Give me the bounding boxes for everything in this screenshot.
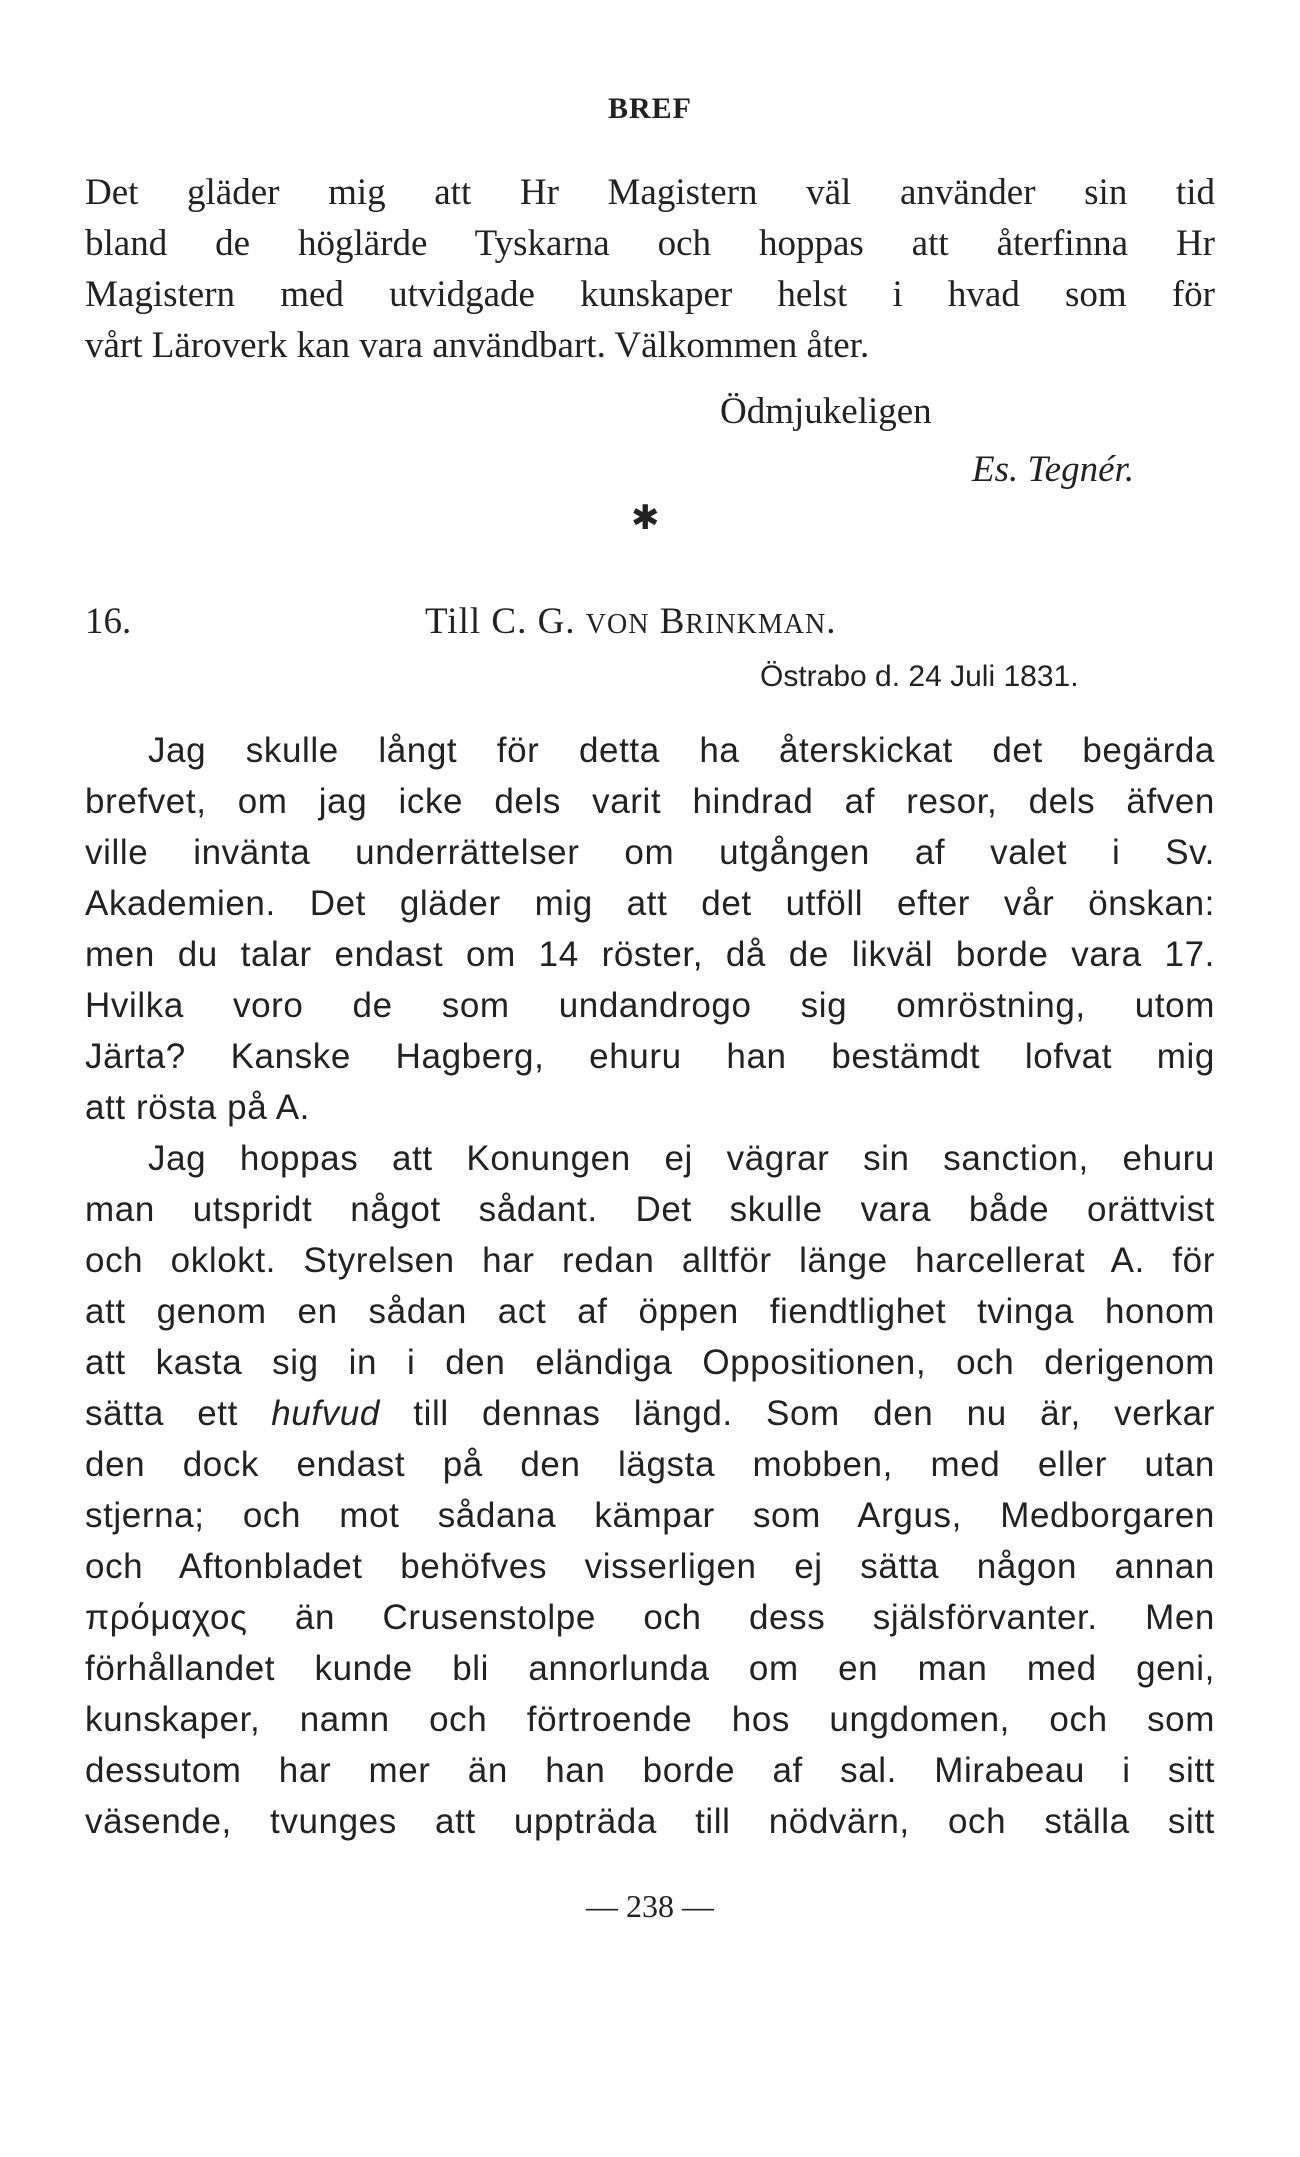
italic-word: hufvud	[271, 1394, 380, 1433]
signature: Es. Tegnér.	[972, 449, 1135, 490]
letter-addressee: Till C. G. VON BRINKMAN.	[425, 601, 837, 642]
letter-end-line: vårt Läroverk kan vara användbart. Välkommen åter.	[85, 325, 870, 366]
body-line-with-italic: sätta ett hufvud till dennas längd. Som den nu är, verkar	[85, 1394, 1215, 1433]
letter-end-line: bland de höglärde Tyskarna och hoppas att återfinna Hr	[85, 223, 1215, 264]
body-line: att kasta sig in i den eländiga Oppositionen, och derigenom	[85, 1343, 1215, 1382]
body-line: man utspridt något sådant. Det skulle vara både orättvist	[85, 1190, 1215, 1229]
letter-number: 16.	[85, 601, 132, 642]
letter-end-line: Magistern med utvidgade kunskaper helst i hvad som för	[85, 274, 1215, 315]
letter-dateline: Östrabo d. 24 Juli 1831.	[760, 660, 1079, 693]
page-number: — 238 —	[586, 1888, 714, 1924]
separator-star-icon: ✱	[631, 500, 660, 537]
body-line: ville invänta underrättelser om utgången af valet i Sv.	[85, 833, 1215, 872]
body-line: dessutom har mer än han borde af sal. Mirabeau i sitt	[85, 1751, 1215, 1790]
body-line: att rösta på A.	[85, 1088, 310, 1127]
body-line: kunskaper, namn och förtroende hos ungdomen, och som	[85, 1700, 1215, 1739]
body-line: den dock endast på den lägsta mobben, med eller utan	[85, 1445, 1215, 1484]
body-line: πρόμαχος än Crusenstolpe och dess själsförvanter. Men	[85, 1598, 1215, 1637]
body-line: väsende, tvunges att uppträda till nödvärn, och ställa sitt	[85, 1802, 1215, 1841]
body-line: och oklokt. Styrelsen har redan alltför länge harcellerat A. för	[85, 1241, 1215, 1280]
body-line: att genom en sådan act af öppen fiendtlighet tvinga honom	[85, 1292, 1215, 1331]
body-line: Akademien. Det gläder mig att det utföll efter vår önskan:	[85, 884, 1215, 923]
body-line: förhållandet kunde bli annorlunda om en man med geni,	[85, 1649, 1215, 1688]
body-line: stjerna; och mot sådana kämpar som Argus, Medborgaren	[85, 1496, 1215, 1535]
body-line: men du talar endast om 14 röster, då de likväl borde vara 17.	[85, 935, 1215, 974]
body-line: Hvilka voro de som undandrogo sig omröstning, utom	[85, 986, 1215, 1025]
body-line: brefvet, om jag icke dels varit hindrad af resor, dels äfven	[85, 782, 1215, 821]
body-line: Jag hoppas att Konungen ej vägrar sin sanction, ehuru	[148, 1139, 1215, 1178]
body-line: Järta? Kanske Hagberg, ehuru han bestämdt lofvat mig	[85, 1037, 1215, 1076]
body-line: och Aftonbladet behöfves visserligen ej sätta någon annan	[85, 1547, 1215, 1586]
letter-end-line: Det gläder mig att Hr Magistern väl använder sin tid	[85, 172, 1215, 213]
closing-salutation: Ödmjukeligen	[720, 391, 932, 432]
running-head: BREF	[607, 92, 692, 125]
body-line: Jag skulle långt för detta ha återskickat det begärda	[148, 731, 1215, 770]
